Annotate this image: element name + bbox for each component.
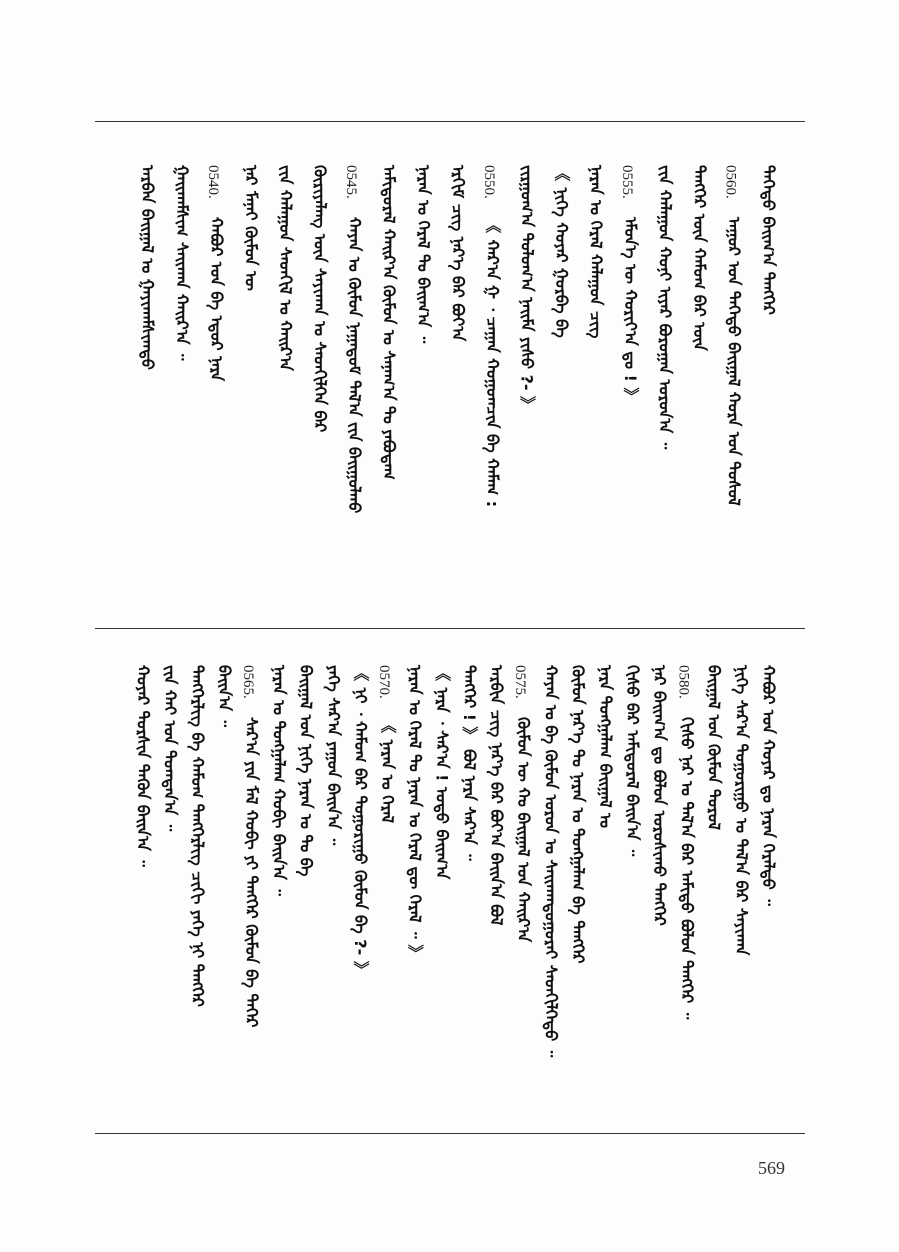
- top-rule: [95, 121, 805, 122]
- verse-line: [346, 665, 372, 1110]
- verse-text: ᠪᠠᠢᠭᠠᠯ ᠤᠨ ᠬᠦᠮᠦᠨ ᠲᠣᠷᠤᠯ: [704, 665, 724, 830]
- verse-text: ᠨᠢᠭᠡ ᠰᠠᠷ᠎ᠠ ᠲᠣᠭᠤᠷᠢᠭᠤ ᠤ ᠲᠠᠯ᠎ᠠ ᠪᠠᠷ ᠰᠠᠶᠢᠬᠠᠨ: [731, 665, 751, 956]
- verse-text: ᠬᠢᠰᠤ ᠨᠠᠷ ᠤ ᠲᠠᠯ᠎ᠠ ᠪᠡᠷ ᠠᠮᠢᠳᠤ ᠪᠤᠯᠤᠨ ᠲᠡᠩᠭᠡᠷ ᠃: [677, 717, 697, 1020]
- verse-line: [183, 665, 209, 1110]
- line-number: 0555.: [619, 165, 635, 199]
- verse-line: [237, 165, 263, 605]
- line-number: 0560.: [722, 165, 739, 199]
- verse-line: [128, 665, 154, 1110]
- verse-line: [509, 665, 535, 1110]
- verse-line: [651, 165, 677, 605]
- verse-line: [237, 665, 263, 1110]
- verse-line: [306, 165, 332, 605]
- verse-line: [210, 665, 236, 1110]
- verse-text: ᠬᠤᠶᠠᠷ ᠲᠤᠷᠰᠢᠨ ᠲᠡᠭᠦᠨ ᠪᠠᠢᠨ᠎ᠠ ᠃: [133, 665, 153, 867]
- line-number: 0550.: [481, 165, 497, 199]
- verse-line: [202, 165, 228, 605]
- verse-text: 《 ᠨᠠᠷᠠᠨ ᠤ ᠭᠡᠷᠡᠯ: [378, 717, 398, 824]
- verse-line: [156, 665, 182, 1110]
- verse-text: ᠬᠦᠮᠦᠨ ᠦ ᠬᠤ ᠪᠠᠢᠭᠠᠯ ᠤᠨ ᠬᠠᠢᠷ᠎ᠠ: [514, 717, 534, 943]
- line-number: 0540.: [205, 165, 221, 199]
- verse-line: [409, 165, 435, 605]
- verse-line: [582, 165, 608, 605]
- verse-line: [133, 165, 159, 605]
- verse-text: ᠬᠢᠰᠤ ᠪᠠᠷ ᠠᠮᠢᠳᠤᠷᠠᠯ ᠪᠠᠢᠨ᠎ᠠ ᠃: [623, 665, 642, 857]
- verse-line: [319, 665, 345, 1110]
- verse-block-upper: [95, 165, 805, 605]
- verse-line: [727, 665, 753, 1110]
- page-number: 569: [758, 1158, 785, 1178]
- verse-line: [645, 665, 671, 1110]
- verse-text: 《 ᠬᠠᠷ᠎ᠠ ᠭ ᠂ ᠴᠠᠭᠠᠨ ᠬᠤᠭᠤᠭᠴᠢᠨ ᠪᠠ ᠬᠠᠮᠠᠭ :: [483, 217, 502, 508]
- verse-line: [482, 665, 508, 1110]
- verse-line: [292, 665, 318, 1110]
- verse-line: [444, 165, 470, 605]
- verse-text: ᠬᠠᠶᠠᠨ ᠤ ᠬᠦᠮᠦᠨ ᠨᠠᠭᠠᠳᠤᠮ ᠲᠠᠯ᠎ᠠ ᠵᠢᠨ ᠪᠠᠢᠭᠤᠯᠬᠤ: [345, 217, 364, 514]
- verse-line: [754, 165, 780, 605]
- verse-text: ᠭᠠᠢᠬᠠᠮᠰᠢᠭ ᠰᠠᠢᠬᠠᠨ ᠬᠠᠢᠷ᠎ᠠ ᠃: [172, 165, 192, 361]
- verse-text: ᠨᠠᠷᠠᠨ ᠤ ᠲᠤᠩᠭᠠᠯᠠᠭ ᠬᠤᠪᠢ ᠪᠠᠢᠨ᠎ᠠ ᠃: [269, 665, 289, 896]
- verse-text: ᠵᠢᠷᠭᠤᠭ᠎ᠠ ᠳᠣᠯᠤᠭ᠎ᠠ ᠨᠠᠢᠮᠠ ᠶᠢᠰᠦ ?- 》: [517, 165, 537, 413]
- verse-text: ᠠᠭᠤᠷ ᠤᠨ ᠲᠡᠭᠡᠳᠦ ᠪᠠᠢᠭᠠᠯ ᠬᠤᠷᠠ ᠤᠨ ᠳᠤᠰᠤᠯ: [724, 217, 744, 506]
- verse-text: ᠠᠮᠢᠳᠤᠷᠠᠯ ᠬᠠᠢᠷ᠎ᠠ ᠬᠦᠮᠦᠨ ᠤ ᠰᠠᠨᠠᠭ᠎ᠠ ᠲᠤ ᠶᠠᠪᠤᠳᠠᠭ: [379, 165, 399, 480]
- verse-line: [271, 165, 297, 605]
- verse-block-lower: [95, 665, 805, 1110]
- verse-text: ᠠᠷᠪᠢᠨ ᠴᠢᠭ ᠨᠡᠷ᠎ᠡ ᠪᠠᠷ ᠪᠤᠶ᠎ᠠ ᠪᠠᠢᠨ᠎ᠠ ᠪᠣᠯ: [487, 665, 506, 926]
- line-number: 0570.: [376, 665, 393, 699]
- verse-line: [373, 665, 399, 1110]
- verse-text: ᠲᠡᠩᠭᠡᠷ ᠦᠨ ᠬᠠᠮᠤᠭ ᠪᠠᠷ ᠦᠨ: [690, 165, 709, 351]
- verse-line: [618, 665, 644, 1110]
- verse-line: [375, 165, 401, 605]
- verse-text: 《 ᠨᠠᠷᠠ ᠂ ᠰᠠᠷ᠎ᠠ ! ᠣᠳᠤ ᠪᠠᠢᠭ᠎ᠠ: [432, 665, 452, 880]
- verse-text: ᠡᠮᠦᠨ᠎ᠡ ᠦ ᠬᠣᠷᠢᠶ᠎ᠠ ᠳᠤ ! 》: [621, 217, 640, 405]
- verse-line: [168, 165, 194, 605]
- verse-text: ᠵᠢᠨ ᠬᠠᠢ ᠤᠨ ᠲᠣᠭᠲᠠᠨ᠎ᠠ ᠃: [160, 665, 180, 832]
- verse-line: [700, 665, 726, 1110]
- line-number: 0545.: [343, 165, 359, 199]
- verse-line: [720, 165, 746, 605]
- verse-text: ᠨᠠᠷᠠᠨ ᠤ ᠭᠡᠷᠡᠯ ᠲᠤ ᠪᠠᠢᠭ᠎ᠠ ᠃: [414, 165, 433, 344]
- verse-text: ᠪᠠᠢᠨ᠎ᠠ ᠃: [215, 665, 234, 728]
- verse-line: [754, 665, 780, 1110]
- verse-text: ᠨᠠᠷᠠᠨ ᠤ ᠭᠡᠷᠡᠯ ᠬᠠᠯᠠᠭᠤᠨ ᠴᠢᠭ: [586, 165, 606, 339]
- verse-text: ᠲᠡᠩᠭᠡᠷᠯᠢᠭ ᠪᠠ ᠬᠠᠮᠤᠭ ᠲᠡᠩᠭᠡᠷᠯᠢᠭ ᠴᠢᠬᠢ ᠶᠡᠬᠡ ᠨᠢ ᠲᠡᠩᠭᠡᠷ: [187, 665, 207, 1007]
- verse-text: ᠨᠠᠷᠠ ᠲᠤᠩᠭᠠᠯᠠᠭ ᠪᠠᠢᠭᠠᠯ ᠤ: [595, 665, 615, 829]
- verse-text: ᠬᠦᠮᠦᠨ ᠨᠡᠷ᠎ᠡ ᠲᠤ ᠨᠠᠷᠠᠨ ᠤ ᠲᠤᠩᠭᠠᠯᠠᠭ ᠪᠠ ᠲᠡᠩᠭᠡᠷ: [568, 665, 588, 964]
- verse-text: ᠬᠠᠶᠠᠨ ᠤ ᠪᠠ ᠬᠦᠮᠦᠨ ᠤᠷᠤᠨ ᠤ ᠰᠠᠢᠬᠠᠨᠳᠤᠭᠤᠷᠠᠢ ᠰᠡᠳᠬᠢᠯᠭᠡᠲᠦ ᠃: [541, 665, 561, 1058]
- line-number: 0575.: [512, 665, 529, 699]
- verse-line: [591, 665, 617, 1110]
- verse-line: [685, 165, 711, 605]
- bottom-rule: [95, 1133, 805, 1134]
- verse-text: ᠬᠦᠷᠢᠶᠡᠯᠡᠩ ᠦᠨ ᠰᠠᠶᠢᠬᠠᠨ ᠤ ᠰᠡᠳᠬᠢᠯᠭᠡᠨ ᠪᠡᠷ: [310, 165, 330, 433]
- verse-line: [400, 665, 426, 1110]
- verse-line: [616, 165, 642, 605]
- verse-text: ᠡᠷᠬᠢᠮ ᠴᠢᠭ ᠨᠡᠷ᠎ᠡ ᠪᠠᠷ ᠪᠤᠶ᠎ᠠ: [448, 165, 468, 342]
- verse-line: [478, 165, 504, 605]
- verse-text: ᠲᠡᠩᠭᠡᠷ ! 》 ᠪᠣᠯ ᠨᠠᠷᠠ ᠰᠠᠷ᠎ᠠ ᠃: [459, 665, 479, 861]
- verse-text: ᠨᠠᠷ ᠪᠠᠢᠭ᠎ᠠ ᠳᠤ ᠪᠣᠯᠤᠨ ᠣᠷᠤᠰᠢᠬᠤ ᠲᠡᠩᠭᠡᠷ: [650, 665, 670, 926]
- verse-text: ᠳᠡᠭᠡᠳᠦ ᠪᠠᠢᠭ᠎ᠠ ᠲᠡᠩᠭᠡᠷ: [759, 165, 778, 315]
- verse-text: ᠨᠠᠷ ᠮᠠᠨᠠᠢ ᠬᠦᠮᠦᠨ ᠦ: [241, 165, 261, 291]
- verse-line: [264, 665, 290, 1110]
- line-number: 0565.: [240, 665, 257, 699]
- verse-text: ᠵᠢᠨ ᠬᠠᠯᠠᠭᠤᠨ ᠬᠤᠨᠢ ᠢᠶᠠᠷ ᠪᠤᠷᠤᠭᠠᠨ ᠣᠷᠤᠨ᠎ᠠ ᠃: [655, 165, 675, 450]
- verse-text: ᠪᠠᠢᠭᠠᠯ ᠤᠨ ᠨᠢᠭᠡ ᠨᠠᠷᠠᠨ ᠤ ᠲᠤ ᠪᠠ: [296, 665, 316, 877]
- verse-line: [455, 665, 481, 1110]
- verse-line: [672, 665, 698, 1110]
- verse-text: ᠵᠢᠨ ᠬᠠᠯᠠᠭᠤᠨ ᠰᠡᠳᠬᠢᠯ ᠤ ᠬᠠᠢᠷ᠎ᠠ: [276, 165, 295, 371]
- verse-text: 《 ᠨᠢᠭᠡ ᠬᠣᠶᠠᠷ ᠭᠤᠷᠪᠠ ᠪᠠ: [552, 165, 571, 338]
- verse-text: ᠶᠡᠬᠡ ᠰᠠᠷ᠎ᠠ ᠶᠠᠭᠤᠨ ᠪᠠᠢᠨ᠎ᠠ ᠃: [323, 665, 343, 846]
- middle-rule: [95, 628, 805, 629]
- verse-text: ᠠᠷᠪᠠᠨ ᠪᠠᠢᠭᠠᠯ ᠤ ᠭᠠᠶᠢᠬᠠᠮᠰᠢᠭᠲᠤ: [138, 165, 157, 370]
- verse-line: [547, 165, 573, 605]
- verse-text: 《 ᠨᠢ ᠂ ᠬᠠᠮᠤᠭ ᠪᠡᠷ ᠲᠣᠭᠤᠷᠢᠭᠤ ᠬᠦᠮᠦᠨ ᠪᠠ ?- 》: [351, 665, 370, 978]
- verse-text: ᠨᠠᠷᠠᠨ ᠤ ᠭᠡᠷᠡᠯ ᠲᠤ ᠨᠠᠷᠠᠨ ᠤ ᠭᠡᠷᠡᠯ ᠳᠦ ᠭᠡᠷᠡᠯ ᠃ 》: [405, 665, 425, 961]
- verse-line: [513, 165, 539, 605]
- verse-text: ᠬᠠᠪᠤᠷ ᠤᠨ ᠬᠤᠶᠠᠷ ᠳᠤ ᠨᠠᠷᠠᠨ ᠭᠡᠷᠡᠯᠲᠦ ᠃: [759, 665, 778, 906]
- line-number: 0580.: [675, 665, 692, 699]
- verse-line: [564, 665, 590, 1110]
- verse-text: ᠬᠠᠪᠤᠷ ᠤᠨ ᠪᠠ ᠡᠳᠦᠷ ᠨᠠᠷᠠ: [207, 217, 226, 382]
- verse-line: [428, 665, 454, 1110]
- verse-line: [536, 665, 562, 1110]
- verse-text: ᠰᠠᠷ᠎ᠠ ᠶᠢᠨ ᠮᠠᠯ ᠬᠤᠪᠢ ᠶᠢ ᠲᠡᠩᠭᠡᠷ ᠬᠦᠮᠦᠨ ᠪᠠ ᠲᠡᠭᠡᠷ: [242, 717, 262, 1028]
- verse-line: [340, 165, 366, 605]
